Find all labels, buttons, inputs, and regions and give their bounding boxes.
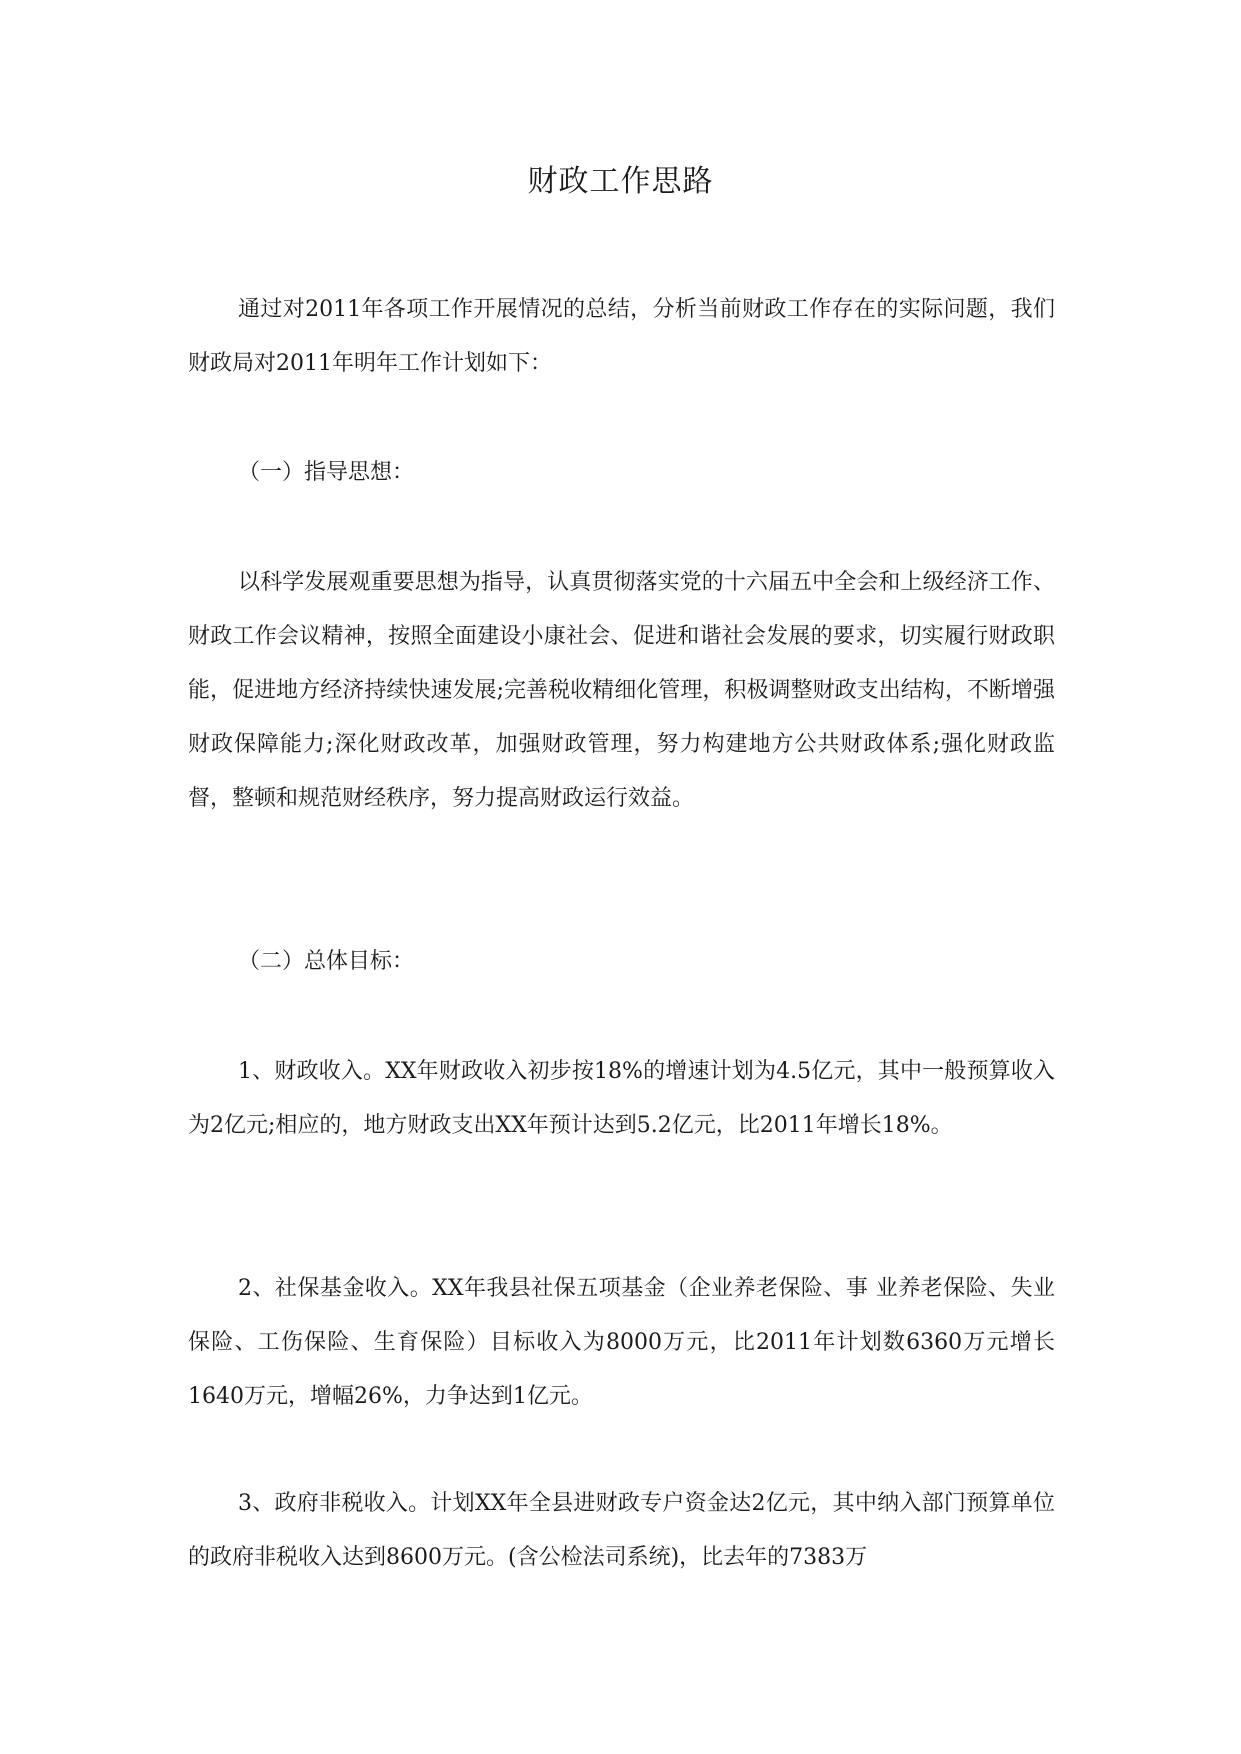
goal-item-non-tax-revenue: 3、政府非税收入。计划XX年全县进财政专户资金达2亿元，其中纳入部门预算单位的政府非税收入达到8600万元。(含公检法司系统)，比去年的7383万 bbox=[188, 1491, 1055, 1570]
intro-paragraph: 通过对2011年各项工作开展情况的总结，分析当前财政工作存在的实际问题，我们财政局对2011年明年工作计划如下： bbox=[188, 297, 1055, 376]
guiding-thought-paragraph: 以科学发展观重要思想为指导，认真贯彻落实党的十六届五中全会和上级经济工作、财政工作会议精神，按照全面建设小康社会、促进和谐社会发展的要求，切实履行财政职能，促进地方经济持续快速发展;完善税收精细化管理，积极调整财政支出结构，不断增强财政保障能力;深化财政改革，加强财政管理，努力构建地方公共财政体系;强化财政监督，整顿和规范财经秩序，努力提高财政运行效益。 bbox=[188, 570, 1055, 811]
section-heading-overall-goals: （二）总体目标： bbox=[238, 949, 415, 974]
goal-item-fiscal-revenue: 1、财政收入。XX年财政收入初步按18%的增速计划为4.5亿元，其中一般预算收入为2亿元;相应的，地方财政支出XX年预计达到5.2亿元，比2011年增长18%。 bbox=[188, 1059, 1055, 1138]
document-title: 财政工作思路 bbox=[527, 164, 714, 199]
section-heading-guiding-thought: （一）指导思想： bbox=[238, 460, 415, 485]
goal-item-social-security-fund: 2、社保基金收入。XX年我县社保五项基金（企业养老保险、事 业养老保险、失业保险、工伤保险、生育保险）目标收入为8000万元，比2011年计划数6360万元增长1640万元，增幅26%，力争达到1亿元。 bbox=[188, 1276, 1055, 1409]
